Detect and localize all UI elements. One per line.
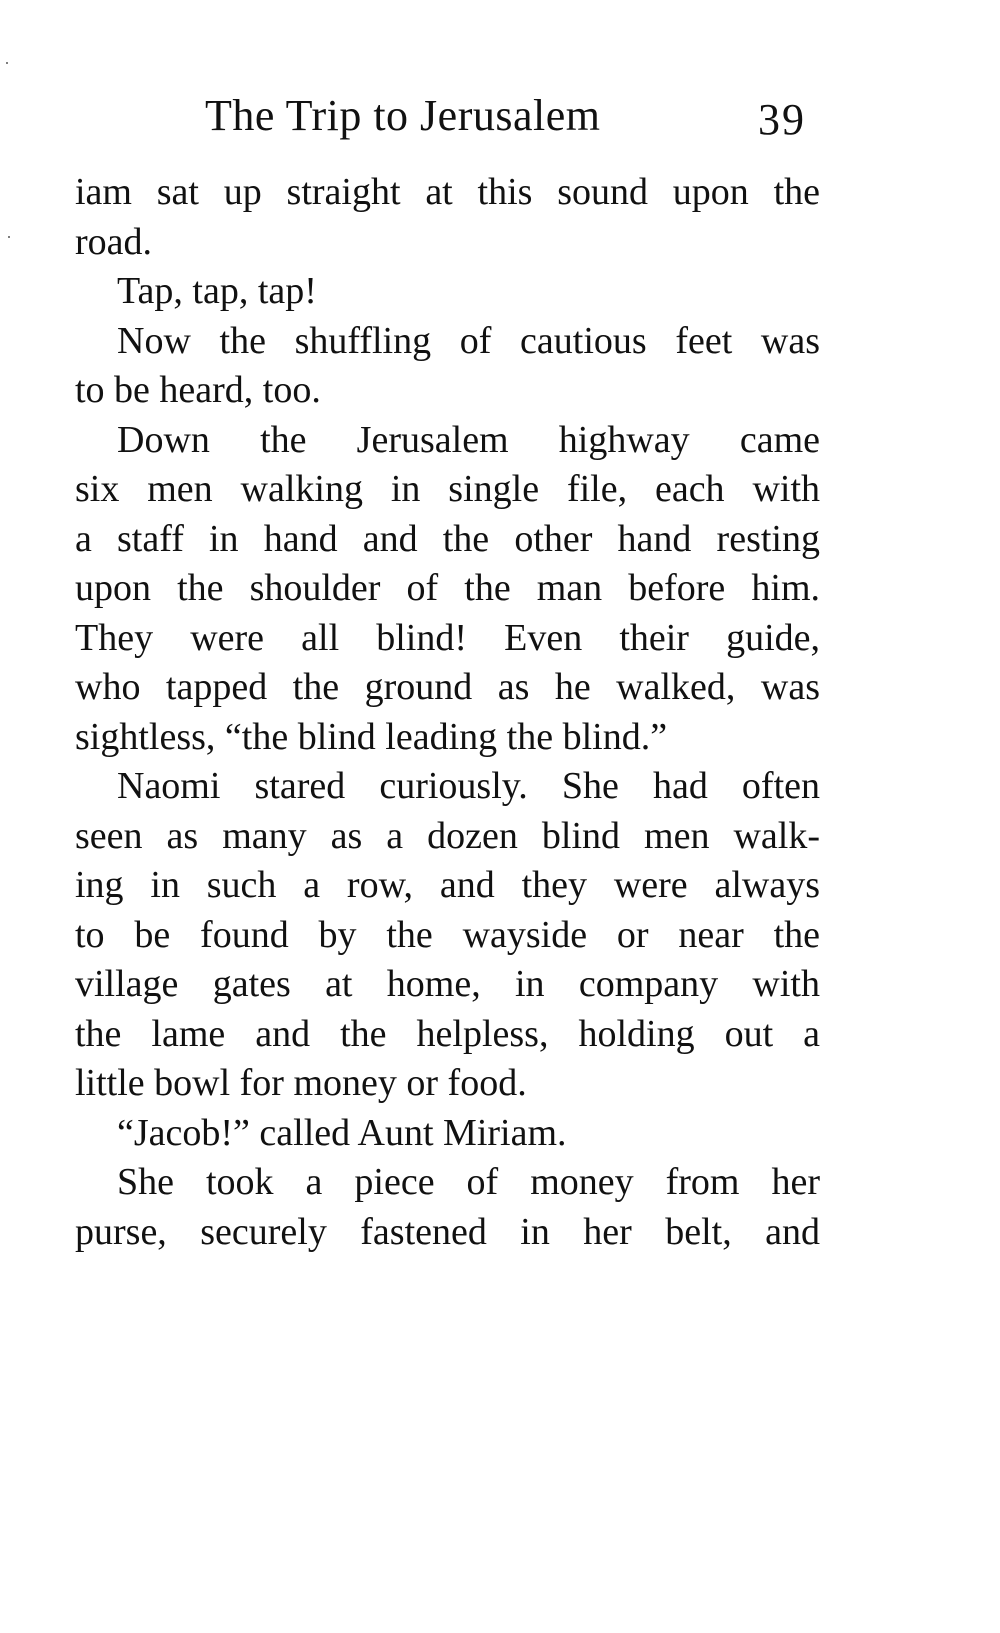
text-line: a staff in hand and the other hand resting — [75, 517, 820, 560]
page-number: 39 — [758, 95, 806, 144]
text-line: Down the Jerusalem highway came — [117, 418, 820, 461]
text-line: village gates at home, in company with — [75, 963, 820, 1005]
text-line: “Jacob!” called Aunt Miriam. — [117, 1111, 567, 1154]
text-line: ing in such a row, and they were always — [75, 864, 820, 906]
body-text — [75, 168, 820, 1257]
text-line: Now the shuffling of cautious feet was — [117, 319, 820, 362]
text-line: to be found by the wayside or near the — [75, 913, 820, 956]
text-line: road. — [75, 220, 153, 263]
text-line: to be heard, too. — [75, 369, 321, 411]
text-line: upon the shoulder of the man before him. — [75, 567, 820, 609]
text-line: Naomi stared curiously. She had often — [117, 765, 820, 807]
text-line: six men walking in single file, each with — [75, 468, 820, 510]
text-line: seen as many as a dozen blind men walk- — [75, 814, 820, 857]
text-line: little bowl for money or food. — [75, 1062, 527, 1104]
text-line: the lame and the helpless, holding out a — [75, 1012, 820, 1055]
running-head — [0, 88, 1000, 148]
text-line: who tapped the ground as he walked, was — [75, 666, 820, 708]
text-line: purse, securely fastened in her belt, and — [75, 1210, 820, 1253]
text-line: iam sat up straight at this sound upon the — [75, 171, 820, 213]
running-title: The Trip to Jerusalem — [205, 91, 601, 140]
text-line: Tap, tap, tap! — [117, 270, 317, 312]
text-line: They were all blind! Even their guide, — [75, 616, 820, 659]
text-line: sightless, “the blind leading the blind.” — [75, 715, 668, 758]
text-line: She took a piece of money from her — [117, 1161, 820, 1203]
